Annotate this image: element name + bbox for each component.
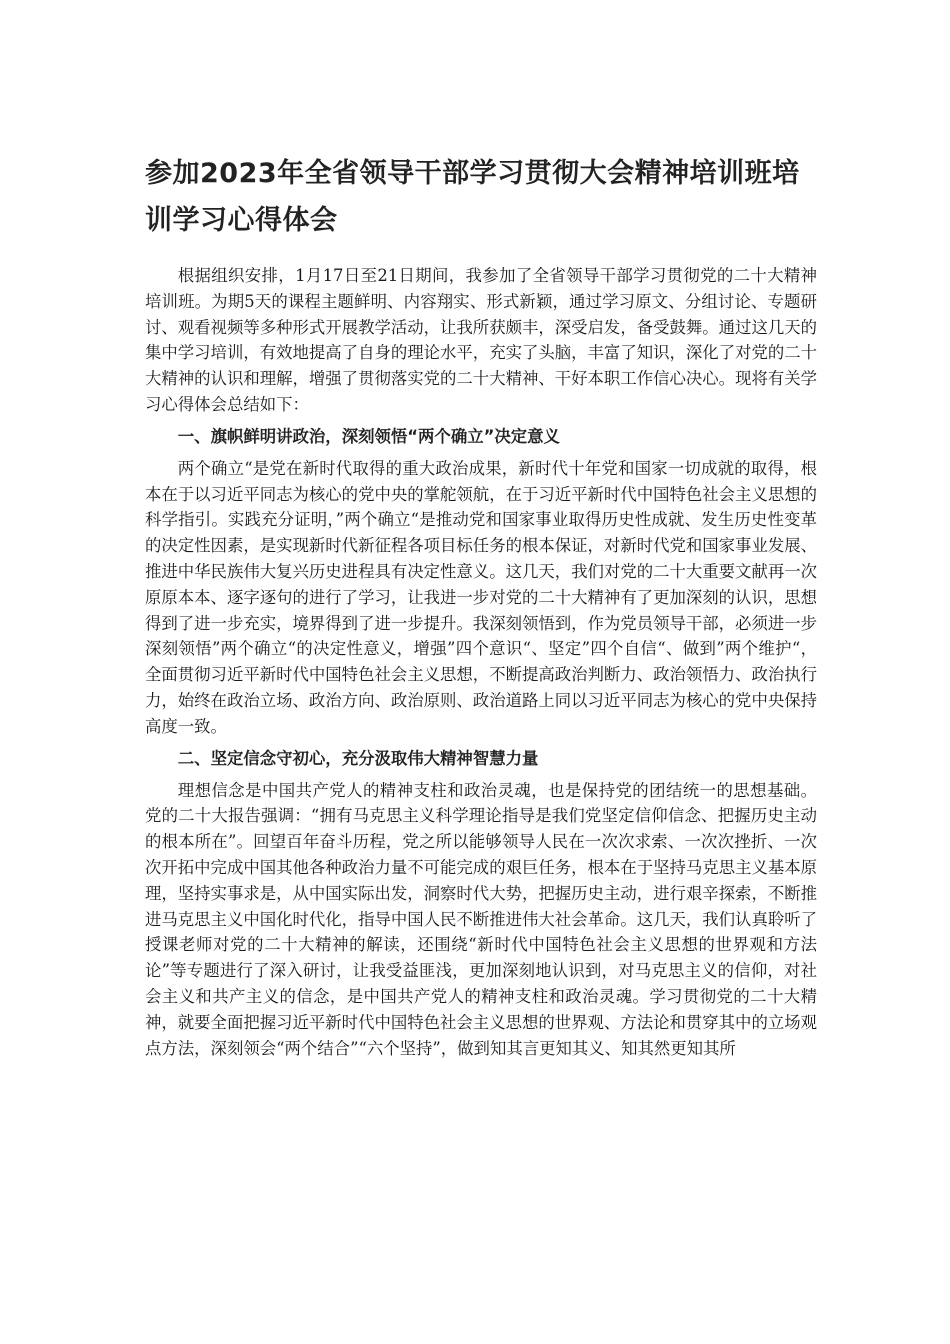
section-2-paragraph: 理想信念是中国共产党人的精神支柱和政治灵魂，也是保持党的团结统一的思想基础。党的二十大报告强调：“拥有马克思主义科学理论指导是我们党坚定信仰信念、把握历史主动的根本所在”。回望百年奋斗历程，党之所以能够领导人民在一次次求索、一次次挫折、一次次开拓中完成中国其他各种政治力量不可能完成的艰巨任务，根本在于坚持马克思主义基本原理，坚持实事求是，从中国实际出发，洞察时代大势，把握历史主动，进行艰辛探索，不断推进马克思主义中国化时代化，指导中国人民不断推进伟大社会革命。这几天，我们认真聆听了授课老师对党的二十大精神的解读，还围绕“新时代中国特色社会主义思想的世界观和方法论”等专题进行了深入研讨，让我受益匪浅，更加深刻地认识到，对马克思主义的信仰，对社会主义和共产主义的信念，是中国共产党人的精神支柱和政治灵魂。学习贯彻党的二十大精神，就要全面把握习近平新时代中国特色社会主义思想的世界观、方法论和贯穿其中的立场观点方法，深刻领会“两个结合”“六个坚持”，做到知其言更知其义、知其然更知其所 — [145, 780, 818, 1058]
document-title: 参加2023年全省领导干部学习贯彻大会精神培训班培训学习心得体会 — [145, 158, 800, 236]
document-body — [145, 263, 817, 1061]
intro-paragraph: 根据组织安排，1月17日至21日期间，我参加了全省领导干部学习贯彻党的二十大精神培训班。为期5天的课程主题鲜明、内容翔实、形式新颖，通过学习原文、分组讨论、专题研讨、观看视频等多种形式开展教学活动，让我所获颇丰，深受启发，备受鼓舞。通过这几天的集中学习培训，有效地提高了自身的理论水平，充实了头脑，丰富了知识，深化了对党的二十大精神的认识和理解，增强了贯彻落实党的二十大精神、干好本职工作信心决心。现将有关学习心得体会总结如下： — [145, 266, 818, 414]
section-2-heading: 二、坚定信念守初心，充分汲取伟大精神智慧力量 — [177, 748, 539, 768]
section-1-paragraph: 两个确立“是党在新时代取得的重大政治成果，新时代十年党和国家一切成就的取得，根本在于以习近平同志为核心的党中央的掌舵领航，在于习近平新时代中国特色社会主义思想的科学指引。实践充分证明，”两个确立“是推动党和国家事业取得历史性成就、发生历史性变革的决定性因素，是实现新时代新征程各项目标任务的根本保证，对新时代党和国家事业发展、推进中华民族伟大复兴历史进程具有决定性意义。这几天，我们对党的二十大重要文献再一次原原本本、逐字逐句的进行了学习，让我进一步对党的二十大精神有了更加深刻的认识，思想得到了进一步充实，境界得到了进一步提升。我深刻领悟到，作为党员领导干部，必须进一步深刻领悟”两个确立“的决定性意义，增强”四个意识“、坚定”四个自信“、做到”两个维护“，全面贯彻习近平新时代中国特色社会主义思想，不断提高政治判断力、政治领悟力、政治执行力，始终在政治立场、政治方向、政治原则、政治道路上同以习近平同志为核心的党中央保持高度一致。 — [145, 458, 818, 736]
section-1-heading: 一、旗帜鲜明讲政治，深刻领悟“两个确立”决定意义 — [177, 426, 560, 446]
